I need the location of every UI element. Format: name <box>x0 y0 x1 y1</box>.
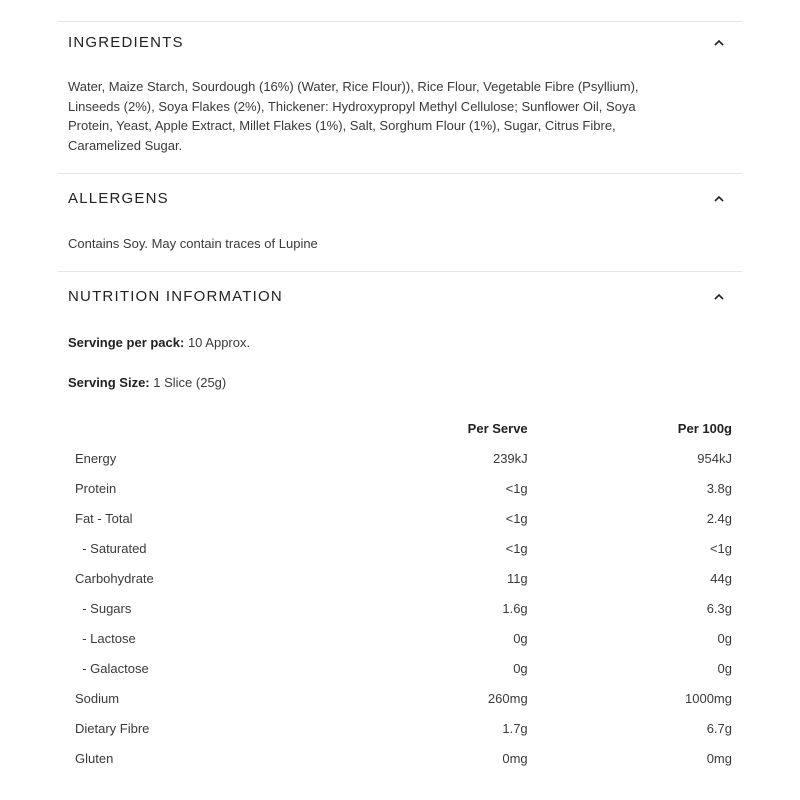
nutrition-table-wrap <box>58 413 732 773</box>
serving-size <box>58 373 226 393</box>
per-100g-value: 2.4g <box>706 510 732 526</box>
table-row <box>68 713 732 743</box>
table-row <box>68 563 732 593</box>
servings-per-pack <box>58 333 250 353</box>
per-serve-value: 260mg <box>487 690 528 706</box>
nutrition-title: NUTRITION INFORMATION <box>68 288 283 305</box>
table-row <box>68 443 732 473</box>
ingredients-section <box>58 22 742 173</box>
allergens-text: Contains Soy. May contain traces of Lupine <box>68 236 318 251</box>
allergens-title: ALLERGENS <box>68 190 169 207</box>
nutrient-name: Dietary Fibre <box>75 720 150 736</box>
nutrient-name: Energy <box>75 450 117 466</box>
nutrition-section <box>58 272 742 782</box>
table-row <box>68 743 732 773</box>
servings-value: 10 Approx. <box>184 335 251 350</box>
nutrient-name: Gluten <box>75 750 114 766</box>
per-100g-value: 1000mg <box>685 690 732 706</box>
nutrient-name: Carbohydrate <box>75 570 154 586</box>
nutrition-header[interactable] <box>58 272 742 316</box>
per-100g-value: <1g <box>709 540 732 556</box>
ingredients-line: Linseeds (2%), Soya Flakes (2%), Thickener: Hydroxypropyl Methyl Cellulose; Sunflower Oil, Soya <box>68 98 636 114</box>
column-header-per-100g: Per 100g <box>677 420 732 436</box>
per-100g-value: 6.7g <box>706 720 732 736</box>
table-row <box>68 653 732 683</box>
per-100g-value: 0mg <box>706 750 732 766</box>
per-100g-value: 3.8g <box>706 480 732 496</box>
per-serve-value: 0g <box>513 630 528 646</box>
per-100g-value: 0g <box>717 660 732 676</box>
chevron-up-icon[interactable] <box>714 39 724 49</box>
per-serve-value: 1.7g <box>502 720 528 736</box>
ingredients-line: Water, Maize Starch, Sourdough (16%) (Water, Rice Flour)), Rice Flour, Vegetable Fibre (Psyllium), <box>68 79 639 94</box>
nutrient-name: Sodium <box>75 690 120 706</box>
nutrient-name: - Galactose <box>75 660 149 676</box>
table-row <box>68 593 732 623</box>
product-info-accordion <box>58 0 742 782</box>
table-row <box>68 503 732 533</box>
nutrition-table <box>68 413 732 773</box>
per-100g-value: 44g <box>710 570 732 586</box>
nutrient-name: Protein <box>75 480 117 496</box>
serving-size-value: 1 Slice (25g) <box>149 375 227 390</box>
per-serve-value: 1.6g <box>502 600 528 616</box>
table-row <box>68 533 732 563</box>
ingredients-title: INGREDIENTS <box>68 34 184 51</box>
serving-size-label: Serving Size: <box>68 375 150 390</box>
column-header-nutrient <box>68 413 334 443</box>
allergens-header[interactable] <box>58 174 742 218</box>
servings-label: Servinge per pack: <box>68 335 185 350</box>
table-row <box>68 473 732 503</box>
per-serve-value: 0mg <box>502 750 528 766</box>
ingredients-header[interactable] <box>58 22 742 66</box>
column-header-per-serve: Per Serve <box>467 420 528 436</box>
per-serve-value: <1g <box>505 510 528 526</box>
per-100g-value: 6.3g <box>706 600 732 616</box>
per-serve-value: <1g <box>505 480 528 496</box>
per-100g-value: 954kJ <box>697 450 732 466</box>
table-header-row <box>68 413 732 443</box>
ingredients-text <box>58 77 639 155</box>
allergens-section <box>58 174 742 271</box>
chevron-up-icon[interactable] <box>714 293 724 303</box>
chevron-up-icon[interactable] <box>714 195 724 205</box>
per-100g-value: 0g <box>717 630 732 646</box>
per-serve-value: 239kJ <box>492 450 528 466</box>
per-serve-value: 0g <box>513 660 528 676</box>
nutrient-name: - Sugars <box>75 600 132 616</box>
per-serve-value: <1g <box>505 540 528 556</box>
nutrient-name: Fat - Total <box>75 510 133 526</box>
nutrient-name: - Saturated <box>75 540 147 556</box>
ingredients-line: Protein, Yeast, Apple Extract, Millet Flakes (1%), Salt, Sorghum Flour (1%), Sugar, Citrus Fibre, <box>68 118 616 133</box>
nutrient-name: - Lactose <box>75 630 136 646</box>
table-row <box>68 683 732 713</box>
ingredients-line: Caramelized Sugar. <box>68 137 183 153</box>
per-serve-value: 11g <box>506 570 528 586</box>
table-row <box>68 623 732 653</box>
